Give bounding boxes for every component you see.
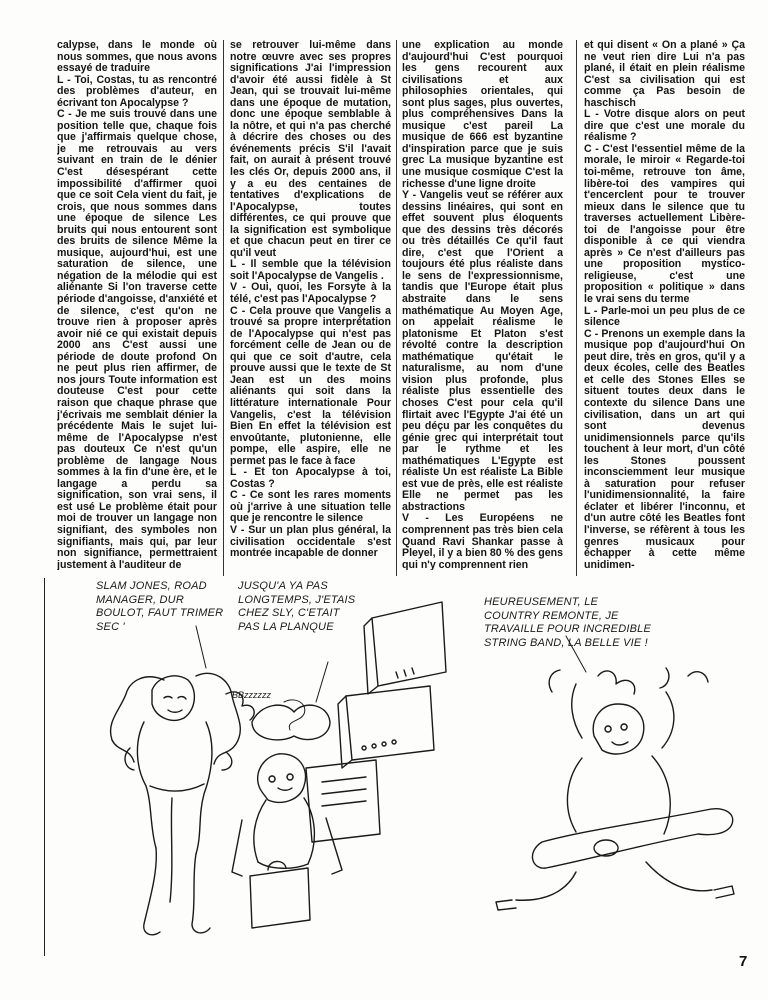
paragraph: C - Prenons un exemple dans la musique pop d'aujourd'hui On peut dire, très en gros, qu'il y a deux écoles, celle des Beatles et celle des Stones Elles se situent toutes deux dans le contexte du silence Dans une civilisation, dans un art qui sont devenus unidimensionnels parce qu'ils touchent à leur mort, d'un côté les Stones poussent inconsciemment leur musique à saturation pour refuser l'unidimensionnalité, la faire éclater et libérer l'inconnu, et d'un autre côté les Beatles font l'inverse, se réfèrent à tous les genres musicaux pour échapper à cette même unidimen- (584, 327, 745, 570)
paragraph: une explication au monde d'aujourd'hui C'est pourquoi les gens recourent aux civilisations et aux philosophies orientales, qui sont plus sages, plus ouvertes, plus compréhensives Dans la musique c'est pareil La musique de 666 est byzantine d'inspiration parce que je suis grec La musique byzantine est une musique cosmique C'est la richesse d'une ligne droite (402, 40, 563, 190)
text-column-3 (402, 40, 563, 570)
speech-bubble-country: HEUREUSEMENT, LE COUNTRY REMONTE, JE TRAVAILLE POUR INCREDIBLE STRING BAND, LA BELLE VIE ! (484, 596, 651, 649)
page-number: 7 (739, 953, 748, 970)
paragraph: V - Oui, quoi, les Forsyte à la télé, c'est pas l'Apocalypse ? (230, 281, 391, 306)
column-rule (223, 40, 224, 576)
paragraph: et qui disent « On a plané » Ça ne veut rien dire Lui n'a pas plané, il était en plein réalisme C'est sa civilisation qui est comme ça Pas besoin de haschisch (584, 40, 745, 109)
figure-slam-jones (111, 673, 241, 934)
buzz-sound-effect: BBzzzzzz (232, 690, 272, 700)
equipment-stack (250, 602, 446, 928)
paragraph: L - Et ton Apocalypse à toi, Costas ? (230, 466, 391, 490)
paragraph: V - Sur un plan plus général, la civilisation occidentale s'est montrée incapable de donner (230, 523, 391, 560)
paragraph: L - Il semble que la télévision soit l'Apocalypse de Vangelis . (230, 258, 391, 282)
text-column-1 (57, 40, 217, 570)
paragraph: L - Parle-moi un peu plus de ce silence (584, 304, 745, 329)
paragraph: C - Ce sont les rares moments où j'arrive à une situation telle que je rencontre le silence (230, 489, 391, 525)
paragraph: V - Les Européens ne comprennent pas très bien cela Quand Ravi Shankar passe à Pleyel, il y a bien 80 % des gens qui n'y comprennent rien (402, 512, 563, 570)
paragraph: L - Toi, Costas, tu as rencontré des problèmes d'auteur, en écrivant ton Apocalypse ? (57, 73, 217, 109)
margin-rule (44, 578, 45, 956)
speech-bubble-slam: SLAM JONES, ROAD MANAGER, DUR BOULOT, FAUT TRIMER SEC ' (96, 580, 224, 633)
paragraph: calypse, dans le monde où nous sommes, que nous avons essayé de traduire (57, 40, 217, 75)
paragraph: L - Votre disque alors on peut dire que c'est une morale du réalisme ? (584, 108, 745, 144)
speech-bubble-sly: JUSQU'A YA PAS LONGTEMPS, J'ETAIS CHEZ SLY, C'ETAIT PAS LA PLANQUE (238, 580, 356, 633)
paragraph: C - Je me suis trouvé dans une position telle que, chaque fois que j'affirmais quelque chose, je me retrouvais au vers suivant en train de le dénier C'est désespérant cette impossibilité d'affirmer quoi que ce soit Cela vient du fait, je crois, que nous sommes dans une époque de silence Les bruits qui nous entourent sont des bruits de silence Même la musique, aujourd'hui, est une saturation de silence, une négation de la mélodie qui est aliénante Si l'on traverse cette période d'angoisse, d'anxiété et de silence, c'est qu'on ne trouve rien à proposer après avoir nié ce qui existait depuis 2000 ans C'est aussi une période de doute profond On ne peut plus rien affirmer, de nos jours Toute information est douteuse C'est pour cette raison que chaque phrase que j'écrivais me semblait dénier la précédente Mais le sujet lui-même de l'Apocalypse n'est pas douteux Ce n'est qu'un problème de langage Nous sommes à la fin d'une ère, et le langage a perdu sa signification, son vrai sens, il est usé Le problème était pour moi de trouver un langage non signifiant, des symboles non signifiants, mais qui, par leur non signifiance, permettraient justement à l'auditeur de (57, 108, 217, 570)
paragraph: C - Cela prouve que Vangelis a trouvé sa propre interprétation de l'Apocalypse qui n'est pas forcément celle de Jean ou de qui que ce soit d'autre, cela prouve aussi que le texte de St Jean est un des moins aliénants qui soit dans la littérature internationale Pour Vangelis, c'est la télévision Bien En effet la télévision est envoûtante, plutonienne, elle pompe, elle aspire, elle ne permet pas le face à face (230, 304, 391, 467)
column-rule (396, 40, 397, 576)
figure-guitarist (496, 668, 734, 910)
text-column-4 (584, 40, 745, 570)
figure-roadie (226, 692, 342, 876)
column-rule (576, 40, 577, 576)
text-column-2 (230, 40, 391, 570)
paragraph: se retrouver lui-même dans notre œuvre avec ses propres significations J'ai l'impression d'avoir été aussi fidèle à St Jean, qui se trouvait lui-même dans une époque de mutation, donc une époque semblable à la nôtre, et qui n'a pas cherché à décrire des choses ou des événements précis S'il l'avait fait, on aurait à présent trouvé les clés Or, depuis 2000 ans, il y a eu des centaines de tentatives d'explications de l'Apocalypse, toutes différentes, ce qui prouve que la signification est symbolique et que chacun peut en tirer ce qu'il veut (230, 40, 391, 259)
paragraph: Y - Vangelis veut se référer aux dessins linéaires, qui sont en effet souvent plus éloquents que des dessins très décorés ou très détaillés Ce qu'il faut dire, c'est que l'Orient a toujours été plus réaliste dans le sens de l'expressionnisme, tandis que l'Europe était plus abstraite dans le sens mathématique Au Moyen Age, on appelait réalisme le platonisme Et Platon s'est révolté contre la description mathématique qu'était le naturalisme, au nom d'une vision plus profonde, plus réaliste plus essentielle des choses C'est pour cela qu'il flirtait avec l'Egypte J'ai été un peu déçu par les conquêtes du génie grec qui interprétait tout par le rythme et les mathématiques L'Egypte est réaliste Un est réaliste La Bible est vue de près, elle est réaliste Elle ne permet pas les abstractions (402, 189, 563, 513)
paragraph: C - C'est l'essentiel même de la morale, le miroir « Regarde-toi toi-même, retrouve ton âme, libère-toi des vampires qui t'encerclent pour te trouver mieux dans le silence que tu traverses actuellement Libère-toi de l'angoisse pour être disponible à ce qui viendra après » Ce n'est d'ailleurs pas une proposition mystico-religieuse, c'est une proposition « politique » dans le vrai sens du terme (584, 142, 745, 306)
